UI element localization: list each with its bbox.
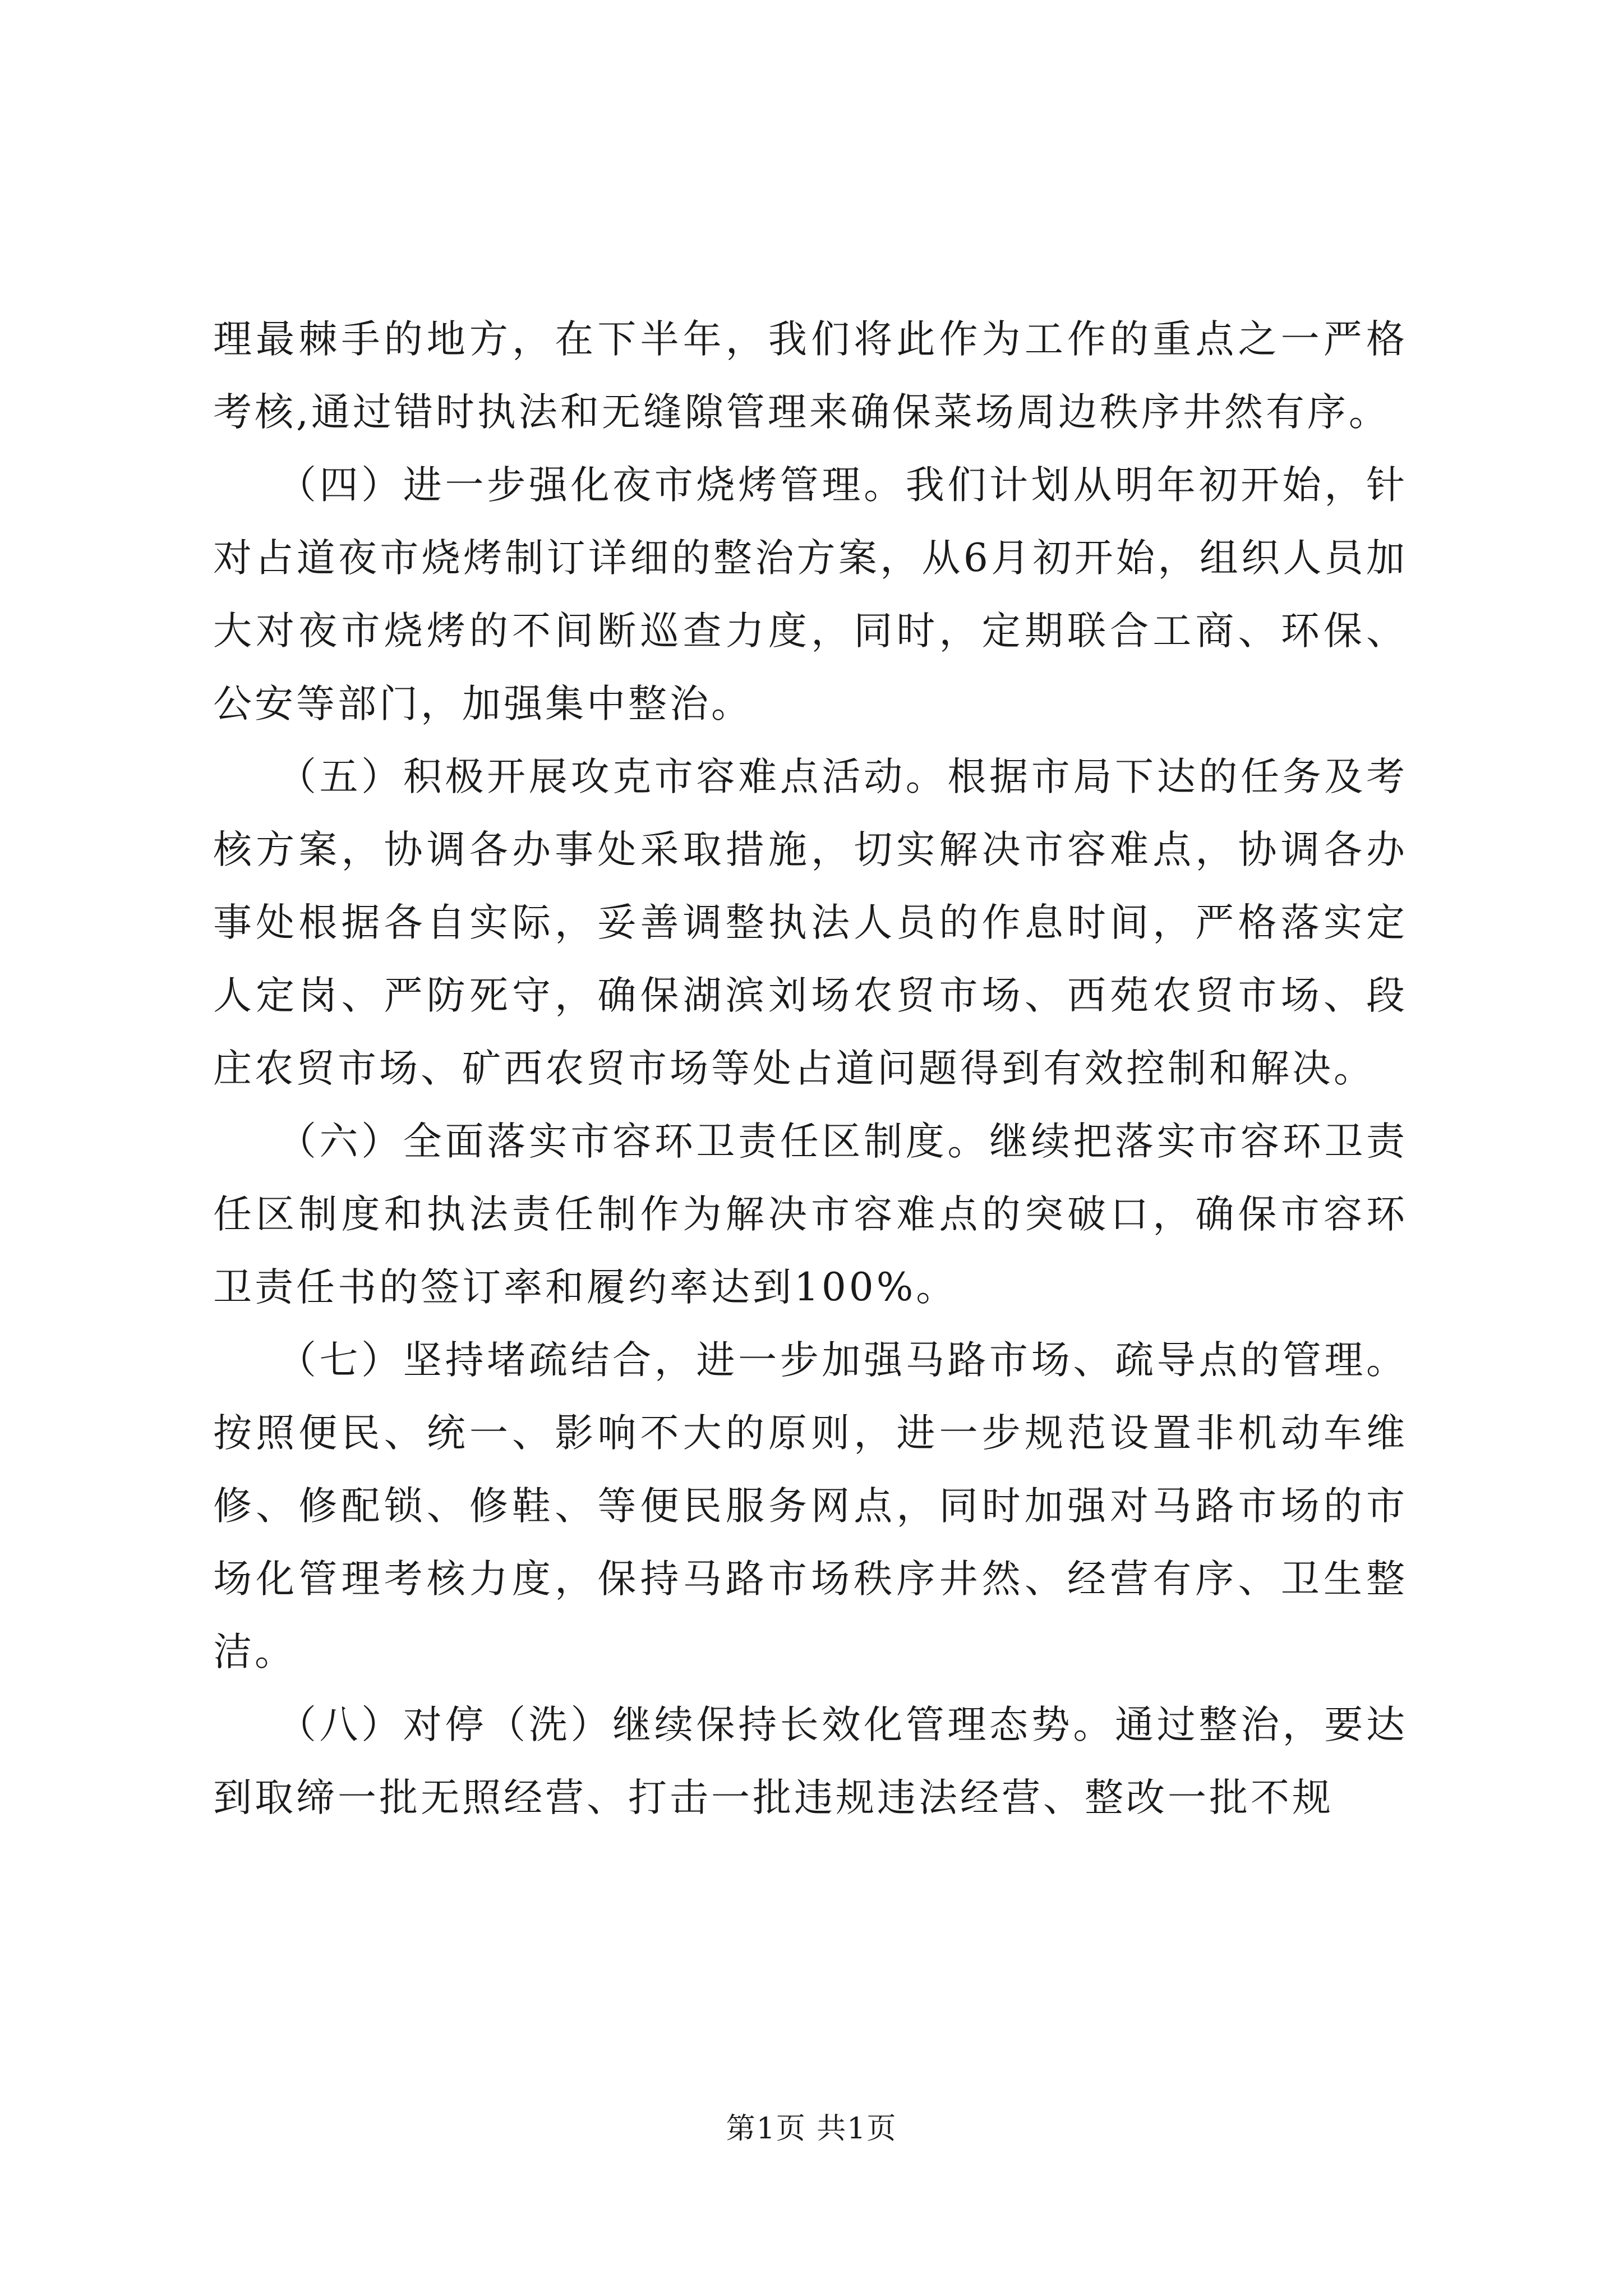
page-footer: 第1页 共1页 <box>726 2112 897 2146</box>
paragraph-2: （四）进一步强化夜市烧烤管理。我们计划从明年初开始，针对占道夜市烧烤制订详细的整治方案，从6月初开始，组织人员加大对夜市烧烤的不间断巡查力度，同时，定期联合工商、环保、公安等部门，加强集中整治。 <box>213 463 1408 726</box>
paragraph-6: （八）对停（洗）继续保持长效化管理态势。通过整治，要达到取缔一批无照经营、打击一批违规违法经营、整改一批不规 <box>213 1703 1408 1820</box>
paragraph-1: 理最棘手的地方，在下半年，我们将此作为工作的重点之一严格考核,通过错时执法和无缝隙管理来确保菜场周边秩序井然有序。 <box>213 317 1408 435</box>
paragraph-5: （七）坚持堵疏结合，进一步加强马路市场、疏导点的管理。按照便民、统一、影响不大的原则，进一步规范设置非机动车维修、修配锁、修鞋、等便民服务网点，同时加强对马路市场的市场化管理考核力度，保持马路市场秩序井然、经营有序、卫生整洁。 <box>213 1338 1408 1674</box>
document-body <box>213 303 1408 1834</box>
paragraph-4: （六）全面落实市容环卫责任区制度。继续把落实市容环卫责任区制度和执法责任制作为解决市容难点的突破口，确保市容环卫责任书的签订率和履约率达到100%。 <box>213 1119 1408 1310</box>
paragraph-3: （五）积极开展攻克市容难点活动。根据市局下达的任务及考核方案，协调各办事处采取措施，切实解决市容难点，协调各办事处根据各自实际，妥善调整执法人员的作息时间，严格落实定人定岗、严防死守，确保湖滨刘场农贸市场、西苑农贸市场、段庄农贸市场、矿西农贸市场等处占道问题得到有效控制和解决。 <box>213 754 1408 1091</box>
